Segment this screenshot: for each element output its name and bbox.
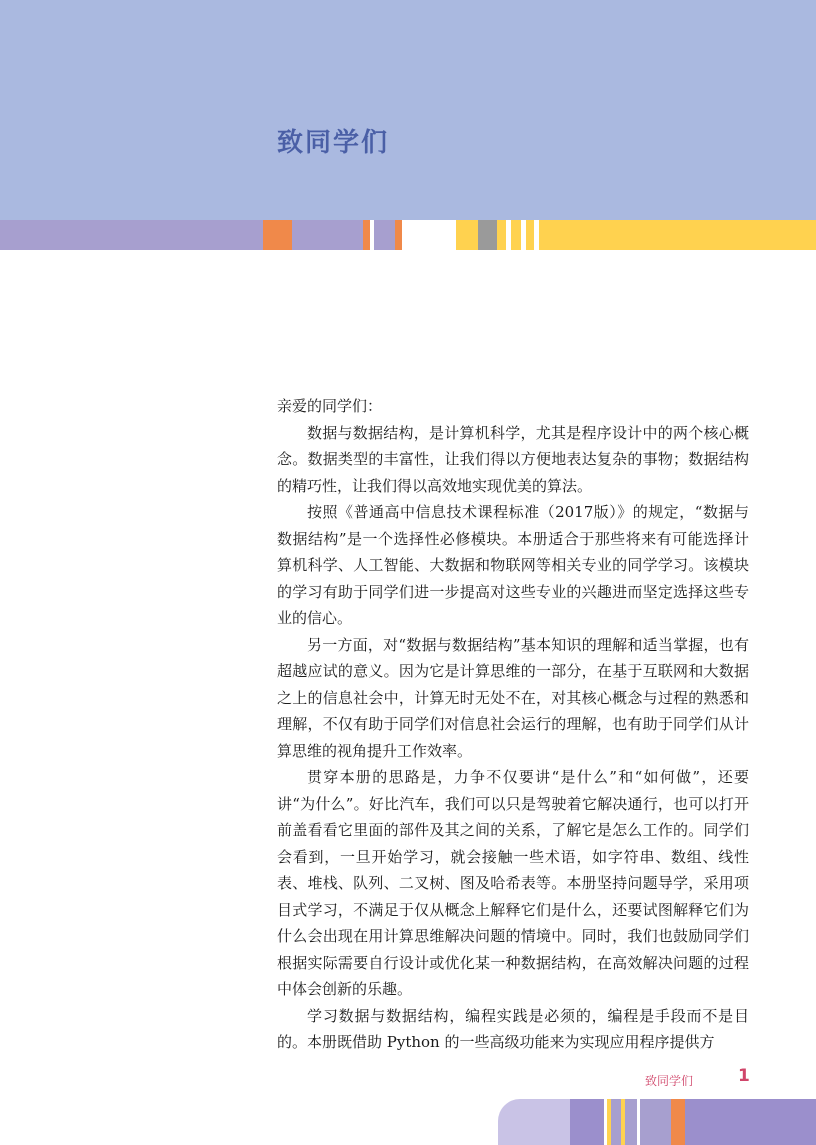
header-band: [0, 0, 816, 220]
footer-section-label: 致同学们: [645, 1074, 694, 1088]
footer-seg-light-purple: [498, 1099, 570, 1145]
stripe-orange: [263, 220, 292, 250]
stripe-lavender: [292, 220, 363, 250]
page-number: 1: [738, 1066, 750, 1086]
stripe-lavender: [0, 220, 263, 250]
footer-seg-mid-purple: [570, 1099, 604, 1145]
stripe-orange: [395, 220, 402, 250]
letter-body: [277, 393, 749, 1056]
stripe-yellow: [497, 220, 506, 250]
salutation: 亲爱的同学们：: [277, 397, 383, 415]
stripe-white: [402, 220, 456, 250]
footer-seg-lavender: [640, 1099, 671, 1145]
paragraph: 学习数据与数据结构，编程实践是必须的，编程是手段而不是目的。本册既借助 Python 的一些高级功能来为实现应用程序提供方: [277, 1006, 749, 1051]
paragraph: 按照《普通高中信息技术课程标准（2017版）》的规定，“数据与数据结构”是一个选择性必修模块。本册适合于那些将来有可能选择计算机科学、人工智能、大数据和物联网等相关专业的同学学习。该模块的学习有助于同学们进一步提高对这些专业的兴趣进而坚定选择这些专业的信心。: [277, 503, 749, 627]
stripe-yellow: [526, 220, 534, 250]
stripe-yellow: [456, 220, 478, 250]
footer-seg-lavender: [611, 1099, 621, 1145]
paragraph: 数据与数据结构，是计算机科学，尤其是程序设计中的两个核心概念。数据类型的丰富性，让我们得以方便地表达复杂的事物；数据结构的精巧性，让我们得以高效地实现优美的算法。: [277, 423, 749, 495]
paragraph: 另一方面，对“数据与数据结构”基本知识的理解和适当掌握，也有超越应试的意义。因为它是计算思维的一部分，在基于互联网和大数据之上的信息社会中，计算无时无处不在，对其核心概念与过程的熟悉和理解，不仅有助于同学们对信息社会运行的理解，也有助于同学们从计算思维的视角提升工作效率。: [277, 635, 749, 760]
page-title: 致同学们: [277, 128, 390, 158]
stripe-yellow: [511, 220, 521, 250]
footer-seg-lavender: [625, 1099, 637, 1145]
footer-seg-mid-purple: [685, 1099, 816, 1145]
footer-decorative-bar: [498, 1099, 816, 1145]
paragraph: 贯穿本册的思路是，力争不仅要讲“是什么”和“如何做”，还要讲“为什么”。好比汽车，我们可以只是驾驶着它解决通行，也可以打开前盖看看它里面的部件及其之间的关系，了解它是怎么工作的。同学们会看到，一旦开始学习，就会接触一些术语，如字符串、数组、线性表、堆栈、队列、二叉树、图及哈希表等。本册坚持问题导学，采用项目式学习，不满足于仅从概念上解释它们是什么，还要试图解释它们为什么会出现在用计算思维解决问题的情境中。同时，我们也鼓励同学们根据实际需要自行设计或优化某一种数据结构，在高效解决问题的过程中体会创新的乐趣。: [277, 768, 749, 998]
stripe-yellow: [539, 220, 816, 250]
stripe-lavender: [374, 220, 395, 250]
stripe-orange: [363, 220, 370, 250]
decorative-stripe-bar: [0, 220, 816, 250]
stripe-gray: [478, 220, 497, 250]
footer-seg-orange: [671, 1099, 685, 1145]
